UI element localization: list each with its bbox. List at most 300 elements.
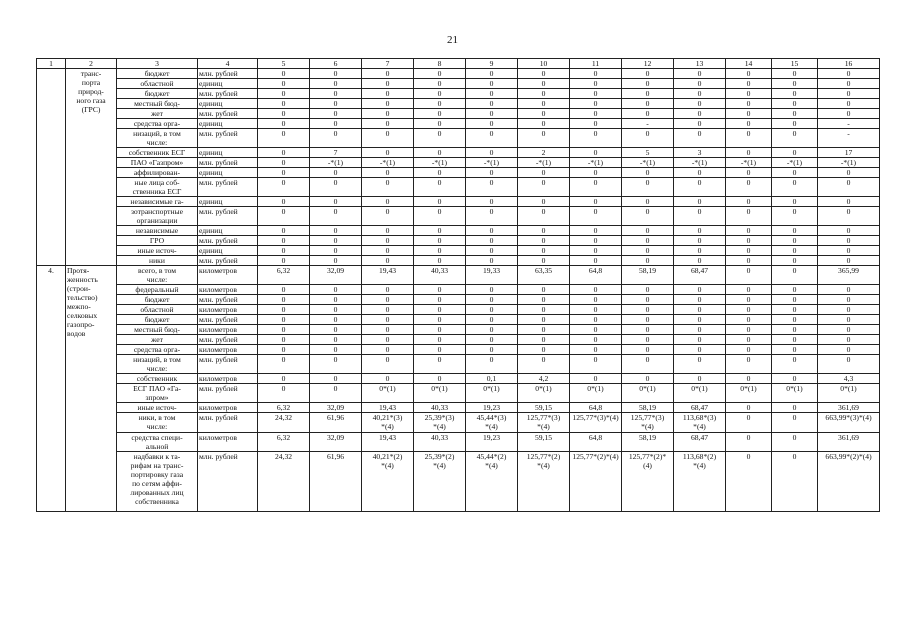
value-cell: 0 xyxy=(818,325,880,335)
table-row xyxy=(37,452,880,512)
value-cell: 0 xyxy=(622,246,674,256)
unit-cell: единиц xyxy=(198,79,258,89)
value-cell: 0 xyxy=(518,99,570,109)
value-cell: 0 xyxy=(310,69,362,79)
value-cell: - xyxy=(818,119,880,129)
unit-cell: километров xyxy=(198,285,258,295)
source-cell: средства орга- xyxy=(117,119,198,129)
value-cell: 0 xyxy=(818,99,880,109)
unit-cell: млн. рублей xyxy=(198,109,258,119)
value-cell: 0 xyxy=(818,345,880,355)
value-cell: 0 xyxy=(674,335,726,345)
value-cell: 0 xyxy=(772,285,818,295)
value-cell: 0 xyxy=(362,315,414,325)
column-header: 9 xyxy=(466,59,518,69)
table-row xyxy=(37,119,880,129)
value-cell: 0 xyxy=(570,148,622,158)
unit-cell: километров xyxy=(198,433,258,452)
value-cell: 0 xyxy=(414,335,466,345)
value-cell: -*(1) xyxy=(674,158,726,168)
value-cell: 4,3 xyxy=(818,374,880,384)
value-cell: 0 xyxy=(310,207,362,226)
value-cell: -*(1) xyxy=(310,158,362,168)
item-number-cell xyxy=(37,69,66,266)
value-cell: 0 xyxy=(772,305,818,315)
value-cell: 113,68*(2) *(4) xyxy=(674,452,726,512)
value-cell: -*(1) xyxy=(518,158,570,168)
value-cell: 0 xyxy=(258,335,310,345)
value-cell: 0 xyxy=(258,109,310,119)
value-cell: 68,47 xyxy=(674,433,726,452)
value-cell: 125,77*(3) *(4) xyxy=(622,413,674,433)
value-cell: 0 xyxy=(570,197,622,207)
value-cell: 0 xyxy=(518,168,570,178)
value-cell: 0 xyxy=(466,197,518,207)
value-cell: 0 xyxy=(622,305,674,315)
value-cell: 0 xyxy=(772,433,818,452)
value-cell: 0 xyxy=(818,79,880,89)
value-cell: 0 xyxy=(772,403,818,413)
table-row xyxy=(37,403,880,413)
value-cell: 0 xyxy=(674,197,726,207)
value-cell: 64,8 xyxy=(570,403,622,413)
value-cell: 0 xyxy=(310,285,362,295)
value-cell: 0 xyxy=(818,246,880,256)
unit-cell: млн. рублей xyxy=(198,129,258,148)
value-cell: 0 xyxy=(466,109,518,119)
value-cell: 0 xyxy=(622,355,674,374)
value-cell: 0 xyxy=(466,119,518,129)
value-cell: 0*(1) xyxy=(818,384,880,403)
value-cell: 125,77*(2)*(4) xyxy=(570,452,622,512)
value-cell: 0 xyxy=(414,119,466,129)
value-cell: 0 xyxy=(310,119,362,129)
item-label-cell: транс- порта природ- ного газа (ГРС) xyxy=(66,69,117,266)
table-row xyxy=(37,158,880,168)
value-cell: 19,33 xyxy=(466,266,518,285)
table-row xyxy=(37,246,880,256)
value-cell: 0 xyxy=(570,246,622,256)
unit-cell: километров xyxy=(198,374,258,384)
value-cell: 0 xyxy=(570,325,622,335)
value-cell: 0 xyxy=(818,168,880,178)
value-cell: 0 xyxy=(772,295,818,305)
source-cell: ники xyxy=(117,256,198,266)
source-cell: средства специ- альной xyxy=(117,433,198,452)
value-cell: 0 xyxy=(414,315,466,325)
value-cell: 0 xyxy=(570,374,622,384)
value-cell: 0 xyxy=(622,129,674,148)
value-cell: 0 xyxy=(362,226,414,236)
unit-cell: млн. рублей xyxy=(198,256,258,266)
value-cell: 0 xyxy=(518,305,570,315)
value-cell: 0 xyxy=(414,197,466,207)
value-cell: 0 xyxy=(362,207,414,226)
value-cell: -*(1) xyxy=(772,158,818,168)
value-cell: 0 xyxy=(570,69,622,79)
value-cell: 0 xyxy=(414,207,466,226)
value-cell: 0 xyxy=(258,325,310,335)
value-cell: - xyxy=(818,129,880,148)
value-cell: 0 xyxy=(772,355,818,374)
value-cell: 0 xyxy=(414,345,466,355)
value-cell: 0 xyxy=(818,315,880,325)
value-cell: 25,39*(3) *(4) xyxy=(414,413,466,433)
value-cell: 361,69 xyxy=(818,403,880,413)
value-cell: 0 xyxy=(726,148,772,158)
source-cell: бюджет xyxy=(117,69,198,79)
unit-cell: километров xyxy=(198,345,258,355)
value-cell: 0 xyxy=(258,178,310,197)
value-cell: 0*(1) xyxy=(772,384,818,403)
value-cell: 0 xyxy=(726,335,772,345)
table-row xyxy=(37,197,880,207)
value-cell: 0 xyxy=(362,129,414,148)
value-cell: 0 xyxy=(622,236,674,246)
source-cell: местный бюд- xyxy=(117,325,198,335)
value-cell: 0 xyxy=(818,178,880,197)
table-row xyxy=(37,315,880,325)
value-cell: 0 xyxy=(570,79,622,89)
table-row xyxy=(37,384,880,403)
table-row xyxy=(37,413,880,433)
value-cell: 0 xyxy=(570,178,622,197)
value-cell: 0 xyxy=(310,345,362,355)
value-cell: 0 xyxy=(726,197,772,207)
value-cell: 0 xyxy=(310,384,362,403)
value-cell: 0 xyxy=(310,355,362,374)
value-cell: 0 xyxy=(310,246,362,256)
value-cell: 0 xyxy=(310,129,362,148)
unit-cell: единиц xyxy=(198,197,258,207)
unit-cell: единиц xyxy=(198,246,258,256)
value-cell: 0 xyxy=(362,178,414,197)
source-cell: собственник ЕСГ xyxy=(117,148,198,158)
value-cell: 0 xyxy=(570,119,622,129)
value-cell: 0 xyxy=(362,246,414,256)
value-cell: 0 xyxy=(674,374,726,384)
value-cell: 0 xyxy=(772,148,818,158)
value-cell: 0 xyxy=(362,79,414,89)
value-cell: 0 xyxy=(466,345,518,355)
value-cell: 0 xyxy=(466,285,518,295)
table-row xyxy=(37,266,880,285)
value-cell: 0 xyxy=(726,246,772,256)
value-cell: 0*(1) xyxy=(466,384,518,403)
value-cell: 0*(1) xyxy=(414,384,466,403)
value-cell: 58,19 xyxy=(622,403,674,413)
value-cell: 6,32 xyxy=(258,433,310,452)
value-cell: 0 xyxy=(726,207,772,226)
value-cell: 0 xyxy=(772,413,818,433)
value-cell: 0 xyxy=(310,256,362,266)
unit-cell: млн. рублей xyxy=(198,355,258,374)
value-cell: 0 xyxy=(466,178,518,197)
source-cell: средства орга- xyxy=(117,345,198,355)
value-cell: 0 xyxy=(570,256,622,266)
value-cell: 0 xyxy=(414,168,466,178)
value-cell: 0 xyxy=(726,403,772,413)
unit-cell: млн. рублей xyxy=(198,335,258,345)
value-cell: 0 xyxy=(414,148,466,158)
table-row xyxy=(37,148,880,158)
value-cell: 0 xyxy=(310,99,362,109)
value-cell: 365,99 xyxy=(818,266,880,285)
value-cell: 40,21*(2) *(4) xyxy=(362,452,414,512)
header-row xyxy=(37,59,880,69)
value-cell: 0 xyxy=(310,325,362,335)
column-header: 13 xyxy=(674,59,726,69)
value-cell: 0 xyxy=(726,119,772,129)
value-cell: 0 xyxy=(258,246,310,256)
value-cell: 0 xyxy=(622,89,674,99)
value-cell: 0 xyxy=(362,89,414,99)
value-cell: 0 xyxy=(258,79,310,89)
value-cell: 0 xyxy=(258,158,310,168)
value-cell: 0 xyxy=(258,99,310,109)
value-cell: 0 xyxy=(570,99,622,109)
value-cell: 68,47 xyxy=(674,403,726,413)
value-cell: 0 xyxy=(258,89,310,99)
value-cell: 0 xyxy=(414,79,466,89)
value-cell: 0 xyxy=(258,148,310,158)
value-cell: -*(1) xyxy=(466,158,518,168)
value-cell: 0 xyxy=(518,236,570,246)
value-cell: 0*(1) xyxy=(622,384,674,403)
table-row xyxy=(37,178,880,197)
value-cell: 0 xyxy=(362,295,414,305)
column-header: 3 xyxy=(117,59,198,69)
value-cell: 0 xyxy=(414,129,466,148)
value-cell: 0 xyxy=(674,99,726,109)
value-cell: 0 xyxy=(772,452,818,512)
value-cell: 0 xyxy=(726,256,772,266)
value-cell: 0 xyxy=(518,178,570,197)
value-cell: 0 xyxy=(362,355,414,374)
source-cell: ГРО xyxy=(117,236,198,246)
value-cell: 0 xyxy=(818,109,880,119)
value-cell: 0 xyxy=(674,79,726,89)
value-cell: 0 xyxy=(362,148,414,158)
value-cell: 0 xyxy=(258,256,310,266)
value-cell: 0 xyxy=(726,236,772,246)
value-cell: 7 xyxy=(310,148,362,158)
value-cell: 0 xyxy=(570,236,622,246)
table-row xyxy=(37,89,880,99)
value-cell: 64,8 xyxy=(570,433,622,452)
unit-cell: млн. рублей xyxy=(198,69,258,79)
value-cell: 0 xyxy=(622,345,674,355)
value-cell: 0 xyxy=(258,226,310,236)
column-header: 6 xyxy=(310,59,362,69)
value-cell: 0 xyxy=(570,345,622,355)
unit-cell: млн. рублей xyxy=(198,295,258,305)
value-cell: 0 xyxy=(310,236,362,246)
value-cell: 0 xyxy=(310,305,362,315)
value-cell: 0 xyxy=(772,79,818,89)
value-cell: 0 xyxy=(622,295,674,305)
value-cell: 0 xyxy=(466,69,518,79)
value-cell: 0 xyxy=(310,374,362,384)
value-cell: 19,43 xyxy=(362,433,414,452)
value-cell: 0 xyxy=(414,99,466,109)
value-cell: 0 xyxy=(772,197,818,207)
table-row xyxy=(37,109,880,119)
value-cell: 0 xyxy=(518,295,570,305)
unit-cell: млн. рублей xyxy=(198,178,258,197)
value-cell: 0,1 xyxy=(466,374,518,384)
unit-cell: млн. рублей xyxy=(198,236,258,246)
column-header: 14 xyxy=(726,59,772,69)
value-cell: 0 xyxy=(726,345,772,355)
table-row xyxy=(37,345,880,355)
value-cell: 0 xyxy=(772,178,818,197)
value-cell: 0 xyxy=(258,129,310,148)
value-cell: 0 xyxy=(674,345,726,355)
unit-cell: единиц xyxy=(198,119,258,129)
value-cell: 0 xyxy=(726,266,772,285)
value-cell: 0 xyxy=(258,119,310,129)
value-cell: 0 xyxy=(414,374,466,384)
value-cell: 0 xyxy=(518,69,570,79)
value-cell: 0 xyxy=(258,315,310,325)
value-cell: 0 xyxy=(414,355,466,374)
value-cell: 0 xyxy=(258,295,310,305)
value-cell: 0 xyxy=(674,295,726,305)
value-cell: 0 xyxy=(362,236,414,246)
table-row xyxy=(37,236,880,246)
column-header: 7 xyxy=(362,59,414,69)
value-cell: -*(1) xyxy=(818,158,880,168)
unit-cell: млн. рублей xyxy=(198,384,258,403)
source-cell: иные источ- xyxy=(117,246,198,256)
value-cell: 0 xyxy=(466,168,518,178)
value-cell: 32,09 xyxy=(310,433,362,452)
value-cell: 0 xyxy=(258,374,310,384)
source-cell: низаций, в том числе: xyxy=(117,355,198,374)
value-cell: 0 xyxy=(466,79,518,89)
value-cell: 40,33 xyxy=(414,403,466,413)
value-cell: - xyxy=(622,119,674,129)
value-cell: 0 xyxy=(518,197,570,207)
table-row xyxy=(37,295,880,305)
value-cell: 59,15 xyxy=(518,403,570,413)
value-cell: 0 xyxy=(818,305,880,315)
value-cell: 0 xyxy=(518,355,570,374)
source-cell: ные лица соб- ственника ЕСГ xyxy=(117,178,198,197)
value-cell: 0 xyxy=(818,295,880,305)
value-cell: 0 xyxy=(772,335,818,345)
value-cell: 0 xyxy=(362,119,414,129)
unit-cell: единиц xyxy=(198,226,258,236)
source-cell: жет xyxy=(117,109,198,119)
value-cell: 58,19 xyxy=(622,266,674,285)
value-cell: 0 xyxy=(622,178,674,197)
column-header: 10 xyxy=(518,59,570,69)
value-cell: 0 xyxy=(258,207,310,226)
value-cell: 0 xyxy=(818,89,880,99)
value-cell: 0 xyxy=(518,207,570,226)
value-cell: 0*(1) xyxy=(518,384,570,403)
unit-cell: километров xyxy=(198,266,258,285)
value-cell: 0 xyxy=(362,374,414,384)
value-cell: 0 xyxy=(622,256,674,266)
value-cell: 0 xyxy=(518,119,570,129)
value-cell: 0 xyxy=(726,168,772,178)
value-cell: 0 xyxy=(674,226,726,236)
source-cell: бюджет xyxy=(117,295,198,305)
value-cell: 0 xyxy=(674,119,726,129)
value-cell: 0 xyxy=(466,315,518,325)
value-cell: 0 xyxy=(414,178,466,197)
value-cell: 125,77*(3) *(4) xyxy=(518,413,570,433)
value-cell: -*(1) xyxy=(622,158,674,168)
value-cell: 0 xyxy=(726,285,772,295)
source-cell: ники, в том числе: xyxy=(117,413,198,433)
value-cell: 0 xyxy=(726,226,772,236)
value-cell: 0 xyxy=(258,305,310,315)
value-cell: 0 xyxy=(772,168,818,178)
table-row xyxy=(37,374,880,384)
value-cell: 0 xyxy=(726,452,772,512)
value-cell: 113,68*(3) *(4) xyxy=(674,413,726,433)
value-cell: 0 xyxy=(414,236,466,246)
source-cell: бюджет xyxy=(117,315,198,325)
value-cell: 0 xyxy=(674,236,726,246)
unit-cell: млн. рублей xyxy=(198,413,258,433)
value-cell: 0 xyxy=(726,433,772,452)
value-cell: 4,2 xyxy=(518,374,570,384)
value-cell: 0 xyxy=(570,285,622,295)
value-cell: 68,47 xyxy=(674,266,726,285)
value-cell: 0 xyxy=(622,168,674,178)
source-cell: бюджет xyxy=(117,89,198,99)
value-cell: 24,32 xyxy=(258,452,310,512)
value-cell: 0 xyxy=(362,69,414,79)
value-cell: 58,19 xyxy=(622,433,674,452)
value-cell: 0 xyxy=(818,197,880,207)
value-cell: 0 xyxy=(258,355,310,374)
value-cell: 0 xyxy=(726,413,772,433)
value-cell: 19,23 xyxy=(466,403,518,413)
source-cell: федеральный xyxy=(117,285,198,295)
value-cell: 59,15 xyxy=(518,433,570,452)
value-cell: 0 xyxy=(818,69,880,79)
value-cell: 0 xyxy=(570,295,622,305)
value-cell: 64,8 xyxy=(570,266,622,285)
value-cell: 0 xyxy=(622,69,674,79)
value-cell: 0 xyxy=(518,335,570,345)
value-cell: 0 xyxy=(518,345,570,355)
table-row xyxy=(37,129,880,148)
value-cell: 32,09 xyxy=(310,266,362,285)
value-cell: 19,23 xyxy=(466,433,518,452)
value-cell: 0 xyxy=(772,109,818,119)
value-cell: 0 xyxy=(726,325,772,335)
value-cell: 0 xyxy=(466,335,518,345)
value-cell: 0 xyxy=(518,285,570,295)
value-cell: 0 xyxy=(674,246,726,256)
value-cell: 0 xyxy=(362,99,414,109)
column-header: 1 xyxy=(37,59,66,69)
value-cell: 0 xyxy=(674,325,726,335)
value-cell: 0 xyxy=(622,207,674,226)
value-cell: 0 xyxy=(570,305,622,315)
value-cell: 125,77*(2)* (4) xyxy=(622,452,674,512)
unit-cell: километров xyxy=(198,305,258,315)
value-cell: -*(1) xyxy=(414,158,466,168)
value-cell: 0 xyxy=(518,315,570,325)
